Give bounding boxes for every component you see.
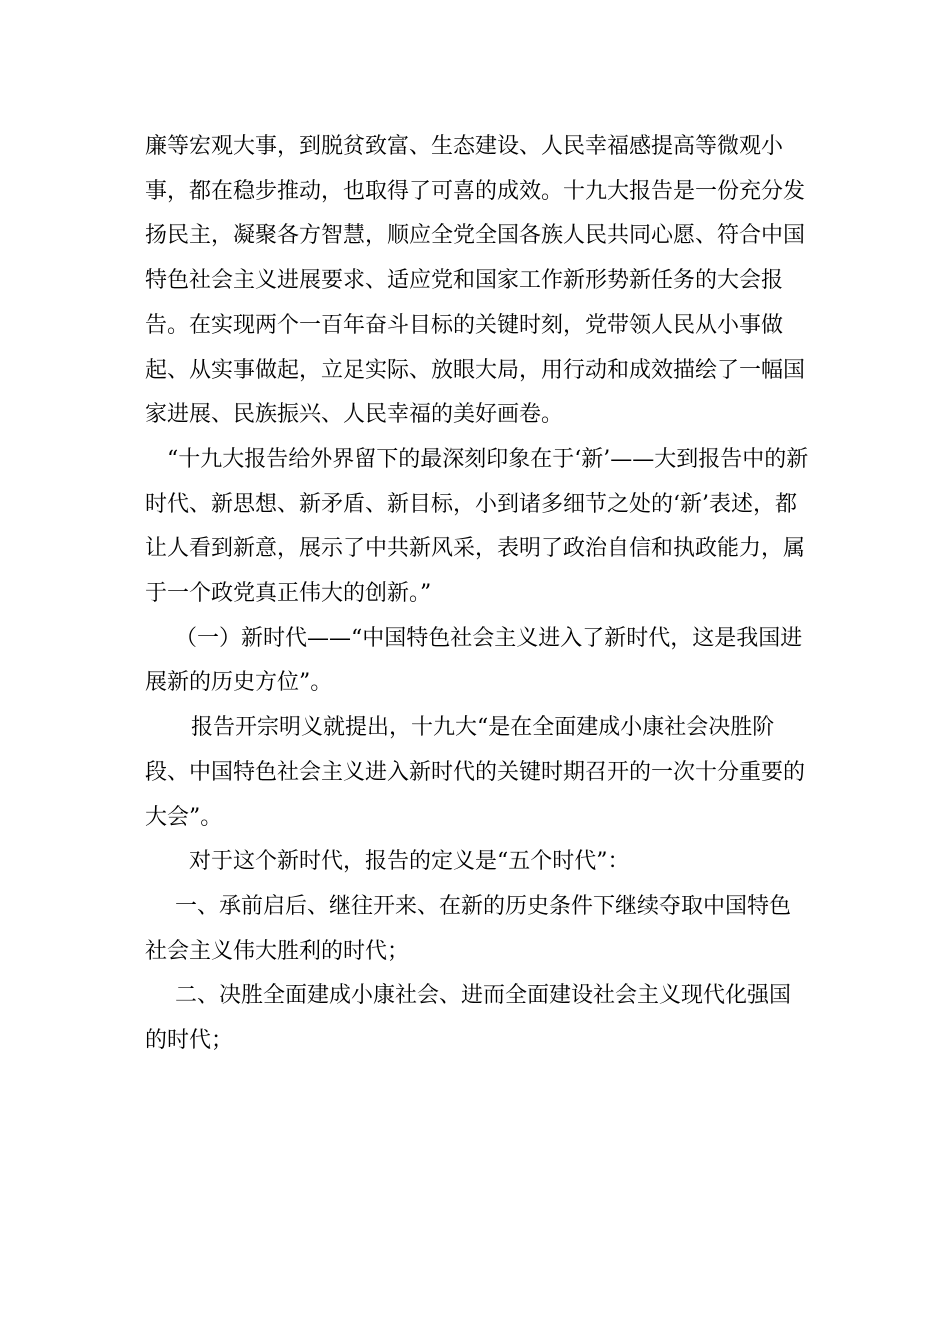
document-body: [145, 125, 810, 1064]
paragraph-five-eras-intro: 对于这个新时代，报告的定义是“五个时代”：: [189, 849, 630, 875]
paragraph-report-opening: 报告开宗明义就提出，十九大“是在全面建成小康社会决胜阶段、中国特色社会主义进入新时代的关键时期召开的一次十分重要的大会”。: [145, 715, 806, 830]
paragraph-quote: “十九大报告给外界留下的最深刻印象在于‘新’——大到报告中的新时代、新思想、新矛盾、新目标，小到诸多细节之处的‘新’表述，都让人看到新意，展示了中共新风采，表明了政治自信和执政能力，属于一个政党真正伟大的创新。”: [145, 446, 809, 607]
list-item-era-one: 一、承前启后、继往开来、在新的历史条件下继续夺取中国特色社会主义伟大胜利的时代；: [145, 893, 792, 964]
list-item-era-two: 二、决胜全面建成小康社会、进而全面建设社会主义现代化强国的时代；: [145, 983, 792, 1054]
paragraph-continued: 廉等宏观大事，到脱贫致富、生态建设、人民幸福感提高等微观小事，都在稳步推动，也取得了可喜的成效。十九大报告是一份充分发扬民主，凝聚各方智慧，顺应全党全国各族人民共同心愿、符合中国特色社会主义进展要求、适应党和国家工作新形势新任务的大会报告。在实现两个一百年奋斗目标的关键时刻，党带领人民从小事做起、从实事做起，立足实际、放眼大局，用行动和成效描绘了一幅国家进展、民族振兴、人民幸福的美好画卷。: [145, 134, 806, 428]
paragraph-section-heading: （一）新时代——“中国特色社会主义进入了新时代，这是我国进展新的历史方位”。: [145, 625, 803, 696]
